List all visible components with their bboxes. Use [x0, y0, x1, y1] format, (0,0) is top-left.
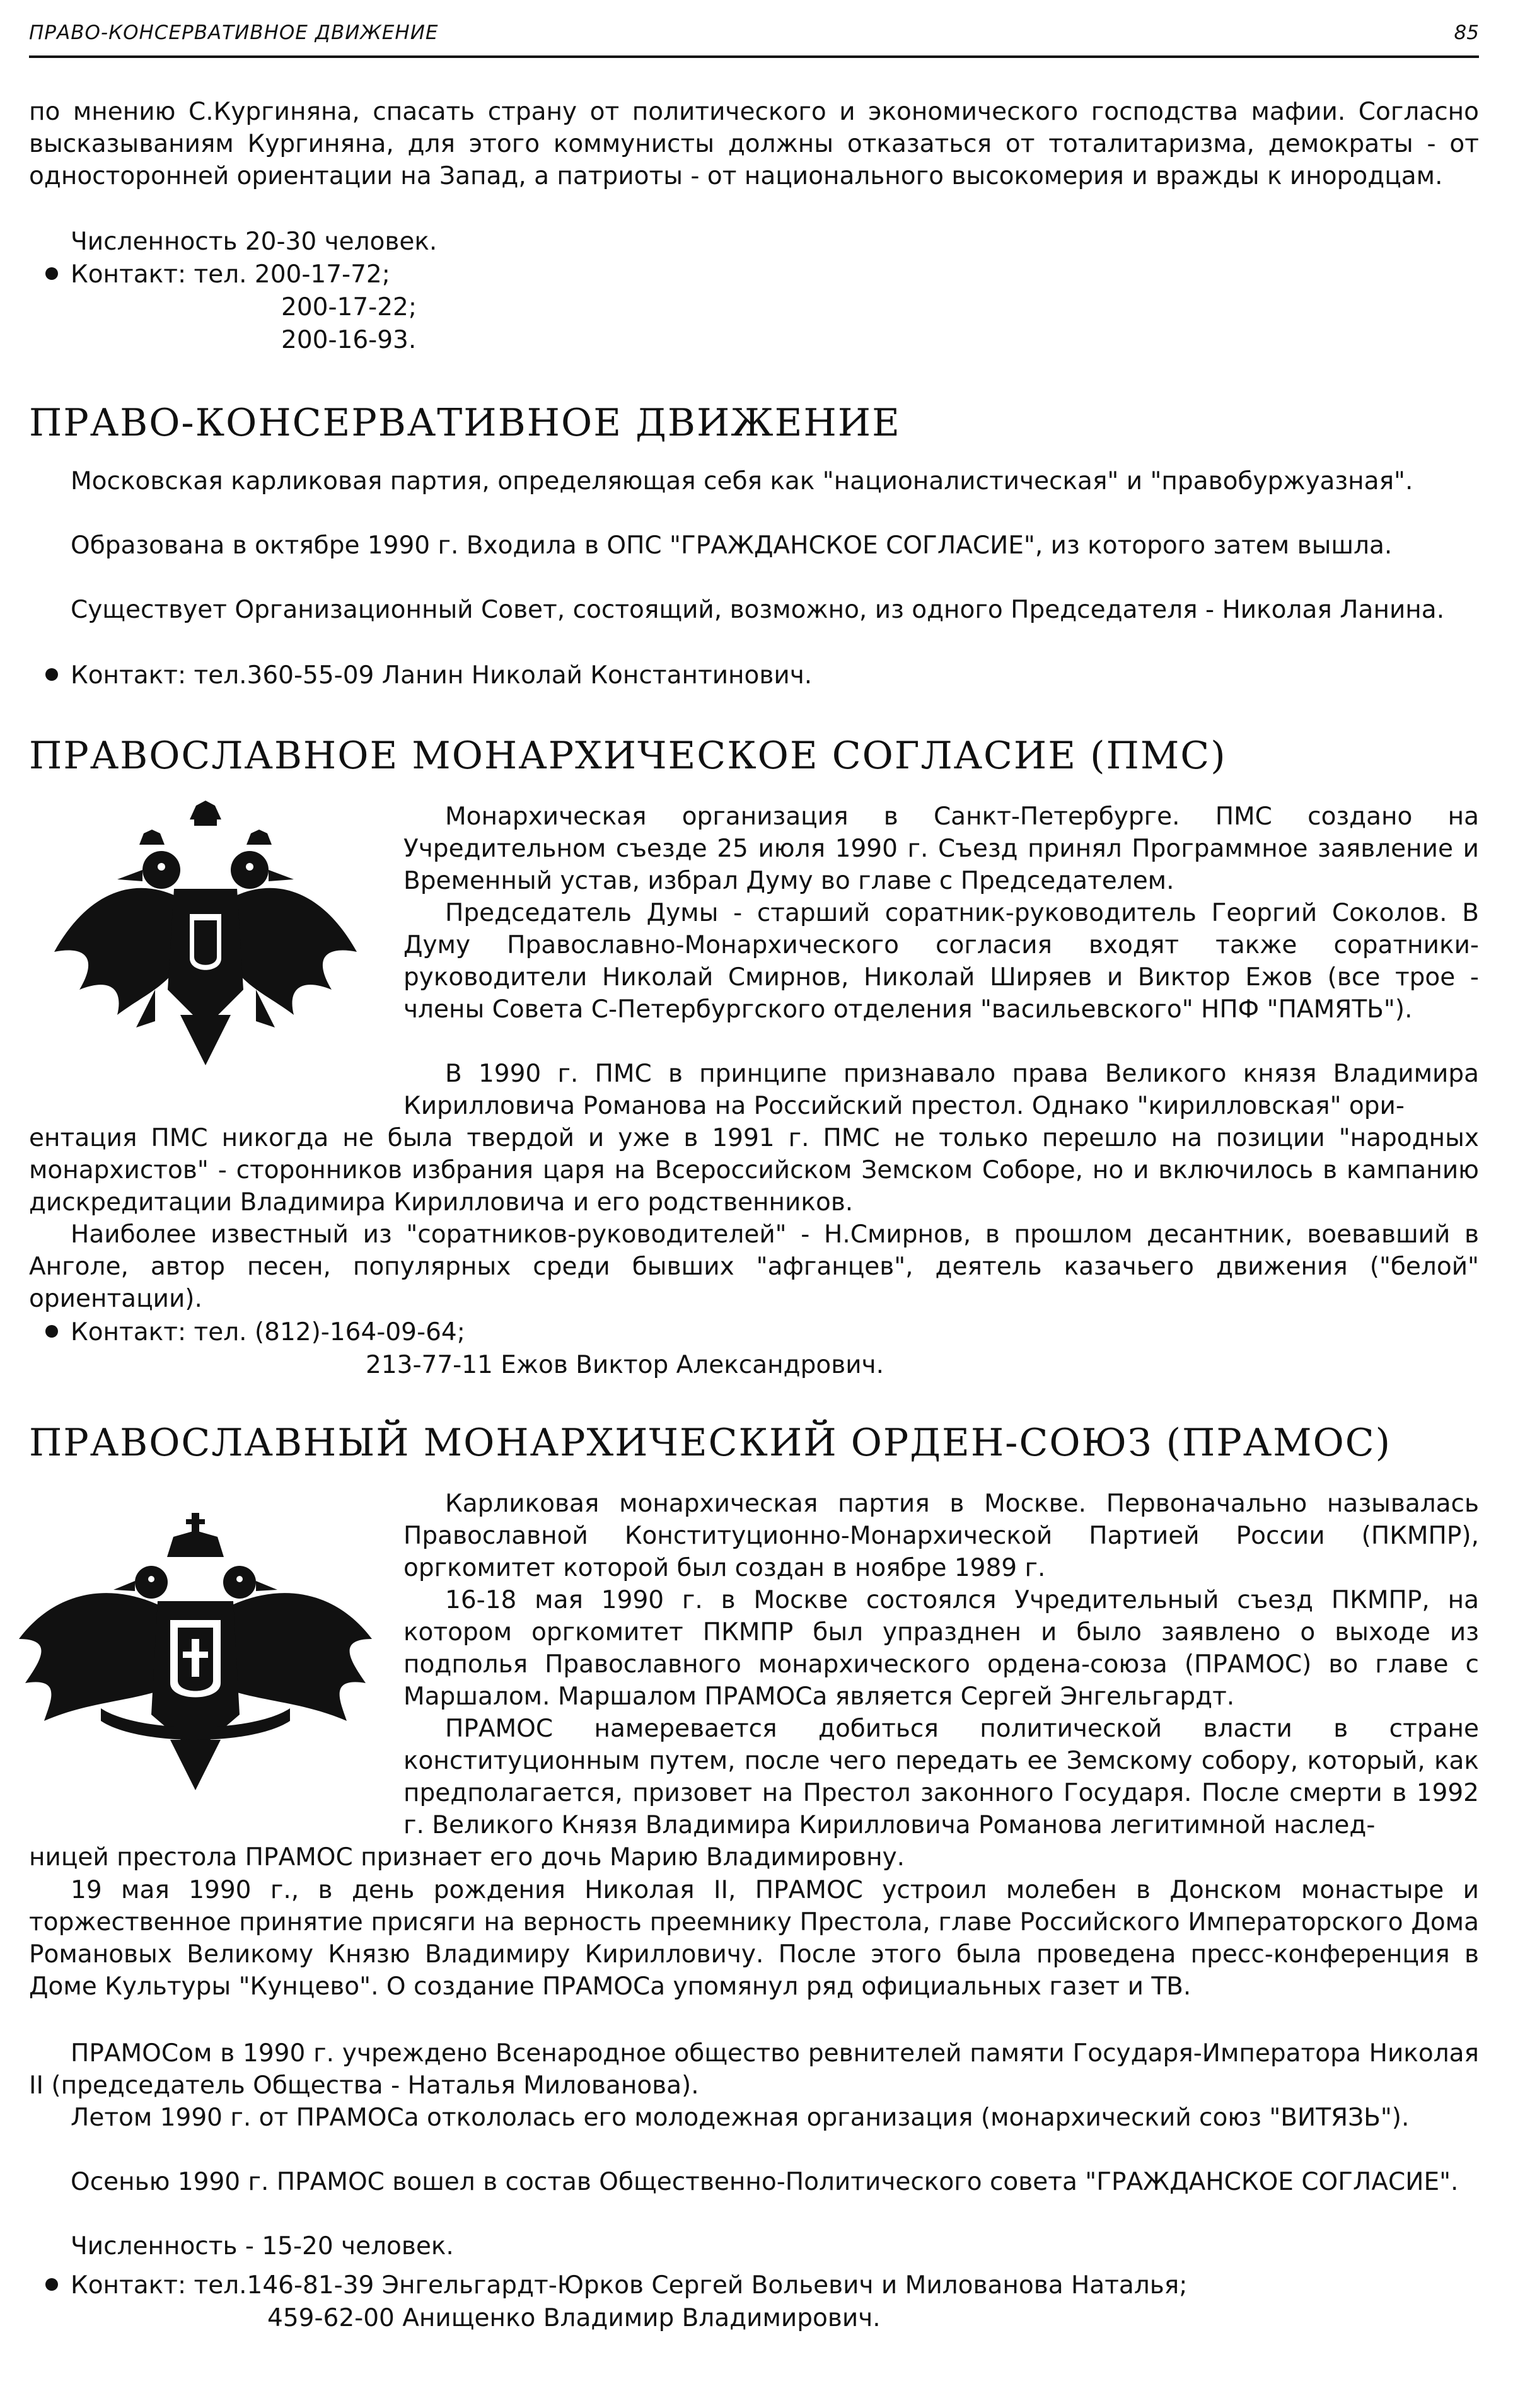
intro-contact-line2: 200-17-22;	[281, 293, 417, 321]
bullet-icon	[45, 2278, 58, 2291]
section3-count: Численность - 15-20 человек.	[71, 2232, 454, 2260]
section-title: ПРАВОСЛАВНОЕ МОНАРХИЧЕСКОЕ СОГЛАСИЕ (ПМС)	[29, 734, 1227, 778]
double-headed-eagle-shield-emblem	[13, 1513, 378, 1790]
contact-text: Контакт: тел.146-81-39 Энгельгардт-Юрков Сергей Вольевич и Милованова Наталья;	[71, 2271, 1188, 2300]
running-header	[29, 18, 1479, 58]
contact-text: Контакт: тел. (812)-164-09-64;	[71, 1318, 465, 1346]
section2-p2: Председатель Думы - старший соратник-руководитель Георгий Соколов. В Думу Православно-Монархического согласия входят также соратники-руководители Николай Смирнов, Николай Ширяев и Виктор Ежов (все трое - члены Совета С-Петербургского отделения "васильевского" НПФ "ПАМЯТЬ").	[403, 899, 1479, 1024]
contact-text: Контакт: тел. 200-17-72;	[71, 260, 390, 289]
section3-p5: ПРАМОСом в 1990 г. учреждено Всенародное общество ревнителей памяти Государя-Императора Николая II (председатель Общества - Наталья Милованова).	[29, 2039, 1479, 2100]
section3-p7: Осенью 1990 г. ПРАМОС вошел в состав Общественно-Политического совета "ГРАЖДАНСКОЕ СОГЛАСИЕ".	[71, 2168, 1459, 2196]
bullet-icon	[45, 267, 58, 280]
intro-count: Численность 20-30 человек.	[71, 228, 438, 256]
section1-p3: Существует Организационный Совет, состоящий, возможно, из одного Председателя - Николая Ланина.	[71, 596, 1445, 624]
section2-p3a: В 1990 г. ПМС в принципе признавало права Великого князя Владимира Кирилловича Романова на Российский престол. Однако "кирилловская" ори-	[403, 1060, 1479, 1120]
section3-p4: 19 мая 1990 г., в день рождения Николая II, ПРАМОС устроил молебен в Донском монастыре и торжественное принятие присяги на верность преемнику Престола, главе Российского Императорского Дома Романовых Великому Князю Владимиру Кирилловичу. После этого была проведена пресс-конференция в Доме Культуры "Кунцево". О создание ПРАМОСа упомянул ряд официальных газет и ТВ.	[29, 1876, 1479, 2001]
intro-contact-line3: 200-16-93.	[281, 326, 417, 354]
section3-contact-line2: 459-62-00 Анищенко Владимир Владимирович.	[267, 2304, 881, 2332]
section1-contact	[45, 659, 812, 692]
section2-p4: Наиболее известный из "соратников-руководителей" - Н.Смирнов, в прошлом десантник, воевавший в Анголе, автор песен, популярных среди бывших "афганцев", деятель казачьего движения ("белой" ориентации).	[29, 1220, 1479, 1313]
page-number: 85	[1454, 21, 1479, 44]
section3-contact	[45, 2269, 1187, 2301]
contact-text: Контакт: тел.360-55-09 Ланин Николай Константинович.	[71, 661, 813, 690]
bullet-icon	[45, 1325, 58, 1338]
intro-paragraph: по мнению С.Кургиняна, спасать страну от политического и экономического господства мафии. Согласно высказываниям Кургиняна, для этого коммунисты должны отказаться от тоталитаризма, демократы - от односторонней ориентации на Запад, а патриоты - от национального высокомерия и вражды к инородцам.	[29, 98, 1479, 190]
bullet-icon	[45, 668, 58, 681]
running-title: ПРАВО-КОНСЕРВАТИВНОЕ ДВИЖЕНИЕ	[29, 21, 439, 44]
intro-contact	[45, 258, 390, 291]
section3-p3a: ПРАМОС намеревается добиться политической власти в стране конституционным путем, после чего передать ее Земскому собору, который, как предполагается, призовет на Престол законного Государя. После смерти в 1992 г. Великого Князя Владимира Кирилловича Романова легитимной наслед-	[403, 1715, 1479, 1839]
section1-p2: Образована в октябре 1990 г. Входила в ОПС "ГРАЖДАНСКОЕ СОГЛАСИЕ", из которого затем вышла.	[71, 531, 1393, 560]
section2-contact-line2: 213-77-11 Ежов Виктор Александрович.	[366, 1351, 884, 1379]
section3-p2: 16-18 мая 1990 г. в Москве состоялся Учредительный съезд ПКМПР, на котором оргкомитет ПКМПР был упразднен и было заявлено о выходе из подполья Православного монархического ордена-союза (ПРАМОС) во главе с Маршалом. Маршалом ПРАМОСа является Сергей Энгельгардт.	[403, 1586, 1479, 1711]
section3-p1: Карликовая монархическая партия в Москве. Первоначально называлась Православной Конституционно-Монархической Партией России (ПКМПР), оргкомитет которой был создан в ноябре 1989 г.	[403, 1490, 1479, 1582]
section-title: ПРАВОСЛАВНЫЙ МОНАРХИЧЕСКИЙ ОРДЕН-СОЮЗ (ПРАМОС)	[29, 1421, 1392, 1465]
section2-p1: Монархическая организация в Санкт-Петербурге. ПМС создано на Учредительном съезде 25 июля 1990 г. Съезд принял Программное заявление и Временный устав, избрал Думу во главе с Председателем.	[403, 802, 1479, 895]
section2-p3b: ентация ПМС никогда не была твердой и уже в 1991 г. ПМС не только перешло на позиции "народных монархистов" - сторонников избрания царя на Всероссийском Земском Соборе, но и включилось в кампанию дискредитации Владимира Кирилловича и его родственников.	[29, 1124, 1479, 1217]
section2-contact	[45, 1316, 465, 1348]
section3-p6: Летом 1990 г. от ПРАМОСа откололась его молодежная организация (монархический союз "ВИТЯЗЬ").	[71, 2104, 1410, 2132]
double-headed-eagle-emblem	[29, 801, 382, 1072]
section3-p3b: ницей престола ПРАМОС признает его дочь Марию Владимировну.	[29, 1843, 905, 1872]
section1-p1: Московская карликовая партия, определяющая себя как "националистическая" и "правобуржуазная".	[71, 467, 1413, 495]
section-title: ПРАВО-КОНСЕРВАТИВНОЕ ДВИЖЕНИЕ	[29, 401, 901, 445]
